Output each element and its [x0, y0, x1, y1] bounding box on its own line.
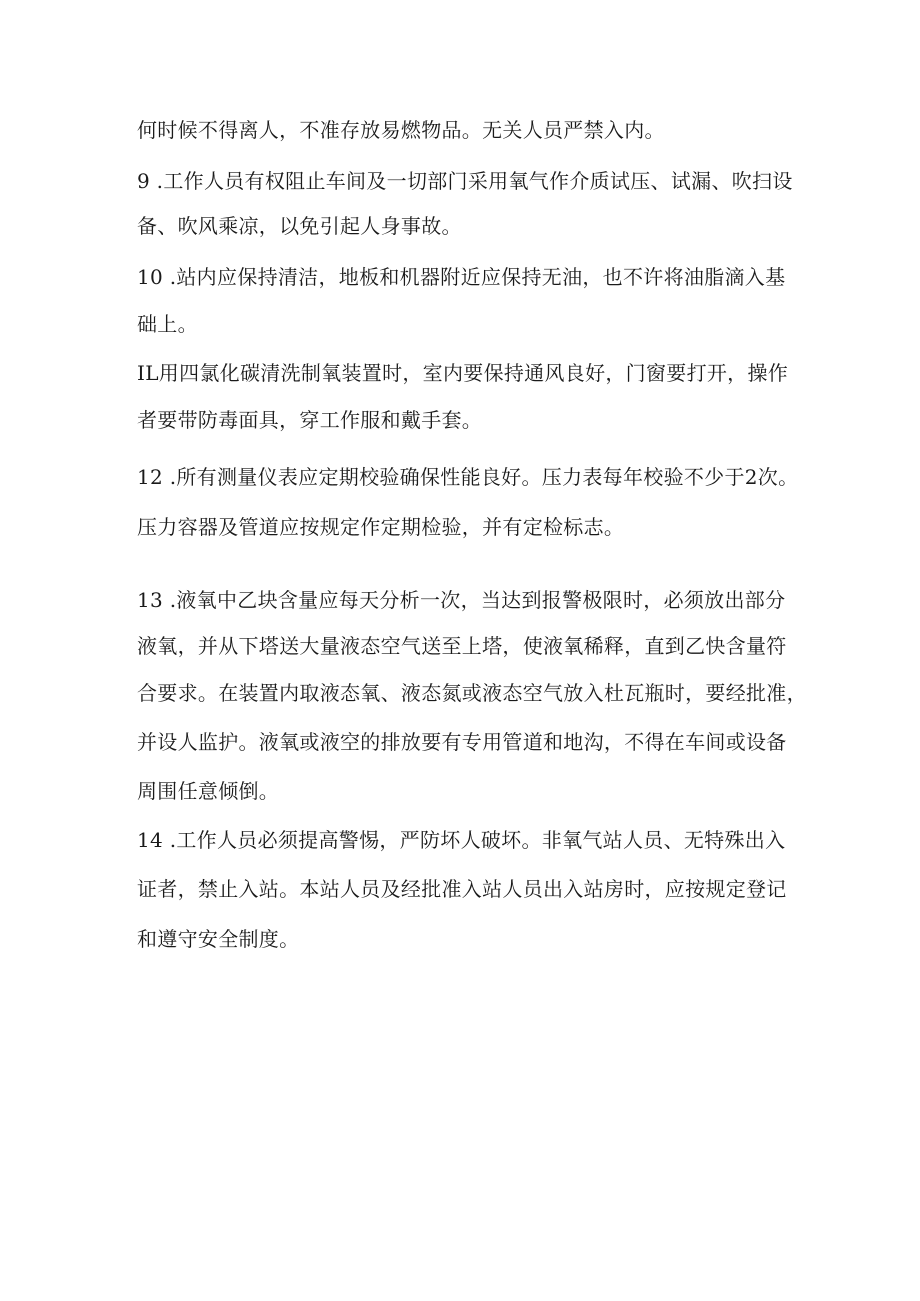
text-line: 14 .工作人员必须提高警惕，严防坏人破坏。非氧气站人员、无特殊出入 — [137, 828, 786, 852]
text-line: 何时候不得离人，不准存放易燃物品。无关人员严禁入内。 — [137, 118, 665, 142]
text-line: 压力容器及管道应按规定作定期检验，并有定检标志。 — [137, 515, 625, 539]
text-line: 周围任意倾倒。 — [137, 779, 280, 803]
text-line: 备、吹风乘凉，以免引起人身事故。 — [137, 214, 462, 238]
text-line: 10 .站内应保持清洁，地板和机器附近应保持无油，也不许将油脂滴入基 — [137, 265, 786, 289]
text-line: 和遵守安全制度。 — [137, 927, 300, 951]
text-line: 13 .液氧中乙块含量应每天分析一次，当达到报警极限时，必须放出部分 — [137, 588, 786, 612]
text-line: 础上。 — [137, 312, 198, 336]
text-line: 合要求。在装置内取液态氧、液态氮或液态空气放入杜瓦瓶时，要经批准， — [137, 681, 807, 705]
text-line: 证者，禁止入站。本站人员及经批准入站人员出入站房时，应按规定登记 — [137, 877, 787, 901]
text-line: 12 .所有测量仪表应定期校验确保性能良好。压力表每年校验不少于2次。 — [137, 465, 799, 489]
text-line: 9 .工作人员有权阻止车间及一切部门采用氧气作介质试压、试漏、吹扫设 — [137, 169, 793, 193]
text-line: 者要带防毒面具，穿工作服和戴手套。 — [137, 408, 483, 432]
text-line: 并设人监护。液氧或液空的排放要有专用管道和地沟，不得在车间或设备 — [137, 730, 787, 754]
text-line: IL用四氯化碳清洗制氧装置时，室内要保持通风良好，门窗要打开，操作 — [137, 361, 789, 385]
text-line: 液氧，并从下塔送大量液态空气送至上塔，使液氧稀释，直到乙快含量符 — [137, 634, 787, 658]
